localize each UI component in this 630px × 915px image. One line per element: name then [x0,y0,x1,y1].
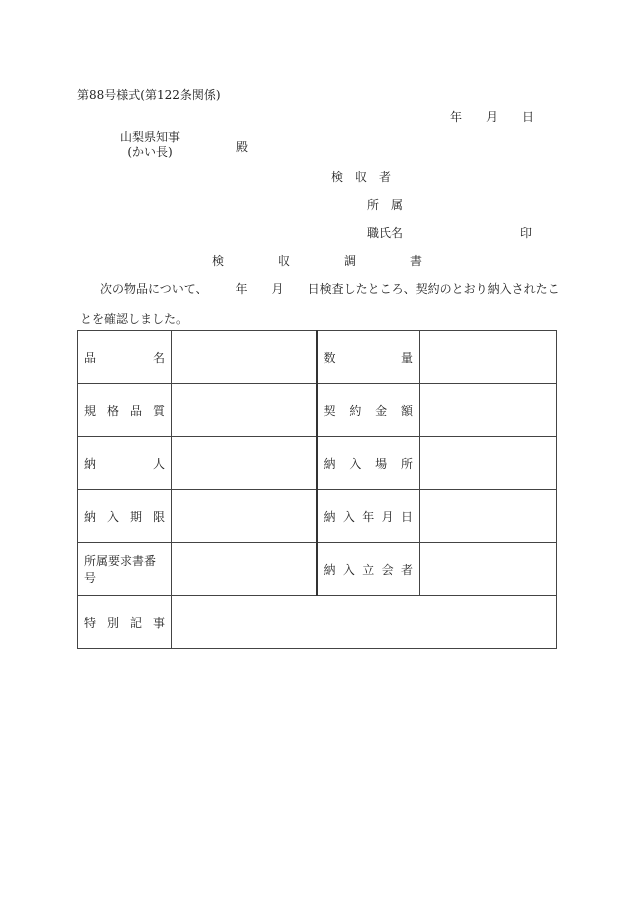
field-contract-amount[interactable] [420,384,557,437]
table-row [78,384,557,437]
field-quantity[interactable] [420,331,557,384]
label-request-number: 所属要求書番号 [78,543,172,596]
seal-label: 印 [520,226,533,240]
addressee-title: 山梨県知事 [120,130,181,144]
inspection-table [77,330,557,649]
field-special-notes[interactable] [172,596,557,649]
form-number: 第88号様式(第122条関係) [77,88,221,102]
label-delivery-date: 納 入 年 月 日 [317,490,420,543]
date-day-label: 日 [522,110,535,124]
body-text-part2: 日検査したところ、契約のとおり納入されたこ [307,282,560,296]
body-year-label: 年 [235,282,248,296]
table-row [78,331,557,384]
inspector-label: 検収者 [331,170,404,184]
body-text-line1 [100,280,560,297]
addressee-subtitle: (かい長) [127,145,173,159]
table-row [78,490,557,543]
field-spec[interactable] [172,384,317,437]
label-contract-amount: 契 約 金 額 [317,384,420,437]
label-delivery-deadline: 納 入 期 限 [78,490,172,543]
field-request-number[interactable] [172,543,317,596]
label-deliverer: 納 人 [78,437,172,490]
document-title-char: 収 [277,254,290,268]
table-row [78,543,557,596]
document-title-char: 書 [409,254,422,268]
field-witness[interactable] [420,543,557,596]
addressee [120,130,180,160]
body-text-part1: 次の物品について、 [100,282,208,296]
date-year-label: 年 [450,110,463,124]
date-month-label: 月 [486,110,499,124]
department-label: 所属 [367,198,416,212]
label-quantity: 数 量 [317,331,420,384]
field-delivery-deadline[interactable] [172,490,317,543]
field-item-name[interactable] [172,331,317,384]
date-line [450,108,534,125]
honorific: 殿 [236,140,249,154]
document-title-char: 検 [212,254,225,268]
label-spec: 規 格 品 質 [78,384,172,437]
label-witness: 納 入 立 会 者 [317,543,420,596]
label-delivery-place: 納 入 場 所 [317,437,420,490]
field-deliverer[interactable] [172,437,317,490]
document-title [212,252,422,269]
label-item-name: 品 名 [78,331,172,384]
document-title-char: 調 [343,254,356,268]
table-row [78,437,557,490]
title-name-label: 職氏名 [367,226,404,240]
label-special-notes: 特 別 記 事 [78,596,172,649]
field-delivery-place[interactable] [420,437,557,490]
field-delivery-date[interactable] [420,490,557,543]
table-row [78,596,557,649]
body-text-line2: とを確認しました。 [80,312,189,326]
body-month-label: 月 [271,282,284,296]
